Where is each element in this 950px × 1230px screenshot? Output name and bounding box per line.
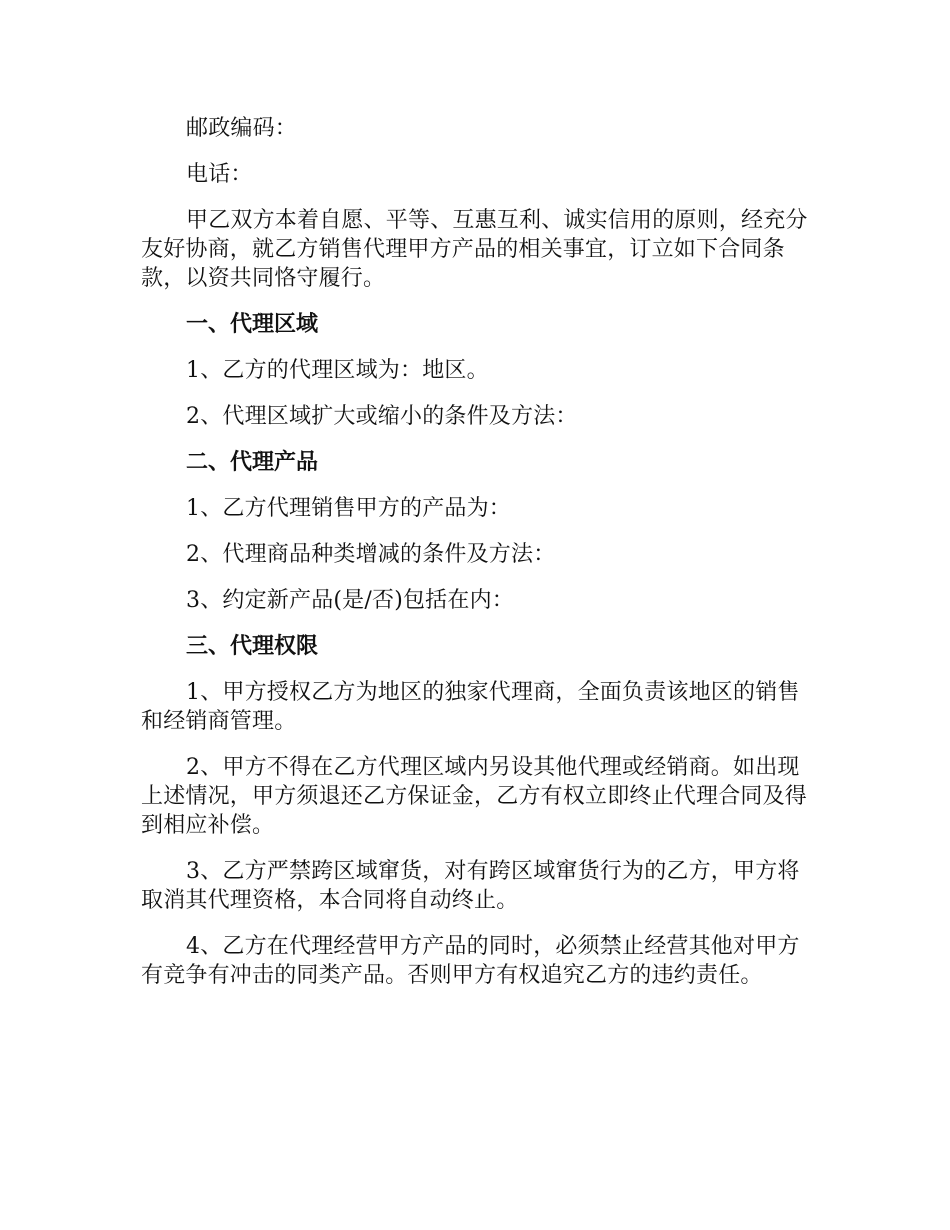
section-heading-products: 二、代理产品 <box>186 450 319 475</box>
authority-clause-2: 2、甲方不得在乙方代理区域内另设其他代理或经销商。如出现上述情况，甲方须退还乙方保证金，乙方有权立即终止代理合同及得到相应补偿。 <box>141 755 808 838</box>
phone-line: 电话： <box>186 162 253 187</box>
document-page <box>141 114 813 1007</box>
area-clause-2: 2、代理区域扩大或缩小的条件及方法： <box>186 404 578 429</box>
authority-clause-1: 1、甲方授权乙方为地区的独家代理商，全面负责该地区的销售和经销商管理。 <box>141 680 800 734</box>
products-clause-3: 3、约定新产品(是/否)包括在内： <box>186 588 514 613</box>
authority-clause-3: 3、乙方严禁跨区域窜货，对有跨区域窜货行为的乙方，甲方将取消其代理资格，本合同将自动终止。 <box>141 859 800 913</box>
section-heading-authority: 三、代理权限 <box>186 634 319 659</box>
products-clause-2: 2、代理商品种类增减的条件及方法： <box>186 542 556 567</box>
authority-clause-4: 4、乙方在代理经营甲方产品的同时，必须禁止经营其他对甲方有竞争有冲击的同类产品。否则甲方有权追究乙方的违约责任。 <box>141 934 800 988</box>
postal-code-line: 邮政编码： <box>186 116 298 141</box>
section-heading-area: 一、代理区域 <box>186 312 319 337</box>
area-clause-1: 1、乙方的代理区域为：地区。 <box>186 358 489 383</box>
products-clause-1: 1、乙方代理销售甲方的产品为： <box>186 496 511 521</box>
intro-paragraph: 甲乙双方本着自愿、平等、互惠互利、诚实信用的原则，经充分友好协商，就乙方销售代理甲方产品的相关事宜，订立如下合同条款，以资共同恪守履行。 <box>141 208 808 291</box>
